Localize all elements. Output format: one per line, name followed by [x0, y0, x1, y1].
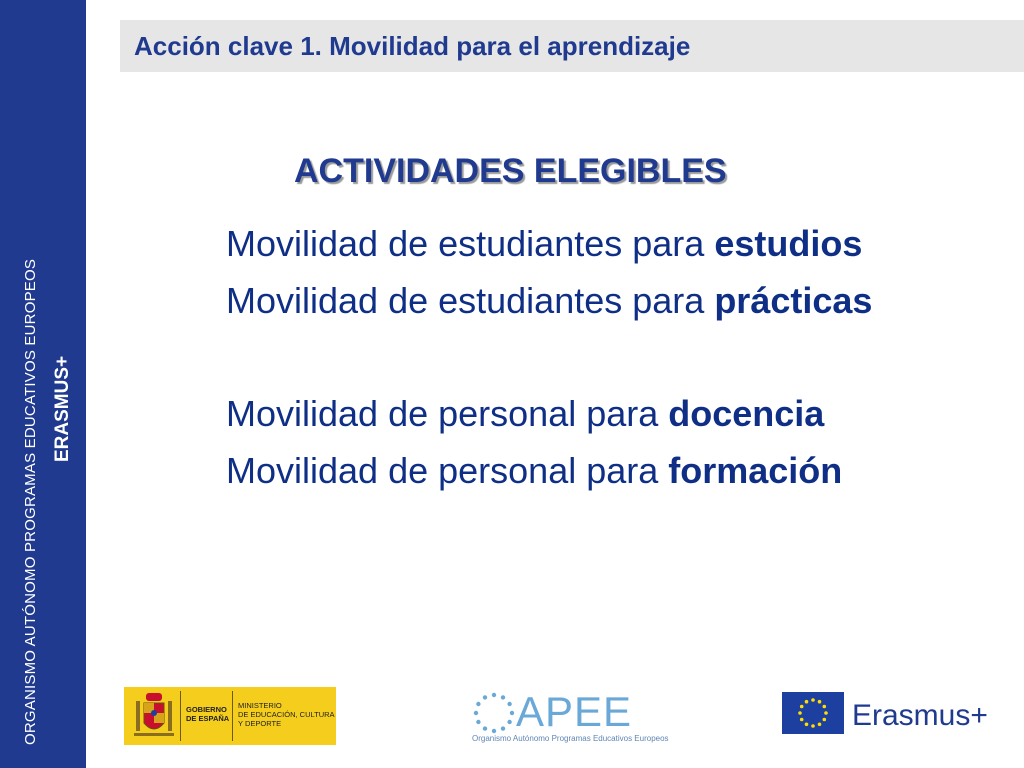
activity-item-keyword: estudios: [714, 223, 863, 264]
erasmus-wordmark: Erasmus+: [852, 699, 988, 732]
ministerio-line: DE EDUCACIÓN, CULTURA: [238, 710, 335, 719]
oapee-wordmark: APEE: [516, 688, 633, 735]
spain-coat-of-arms-icon: [132, 691, 176, 741]
eu-flag-icon: [782, 692, 844, 734]
sidebar-org-text: ORGANISMO AUTÓNOMO PROGRAMAS EDUCATIVOS EUROPEOS: [22, 258, 39, 745]
sidebar: [0, 0, 86, 768]
activity-item-text: Movilidad de personal para: [226, 393, 669, 434]
ministerio-text: [238, 701, 335, 728]
activity-item: [226, 393, 824, 435]
activity-item-text: Movilidad de personal para: [226, 450, 669, 491]
gobierno-line: GOBIERNO: [186, 705, 227, 714]
activity-item-keyword: formación: [668, 450, 843, 491]
oapee-logo: [470, 687, 669, 749]
gobierno-logo: [124, 687, 336, 745]
activity-item: [226, 450, 842, 492]
sidebar-program-text: ERASMUS+: [52, 355, 73, 462]
ministerio-line: Y DEPORTE: [238, 719, 282, 728]
activity-item-text: Movilidad de estudiantes para: [226, 280, 715, 321]
logo-divider: [180, 691, 181, 741]
page-title: Acción clave 1. Movilidad para el aprendizaje: [134, 31, 691, 61]
star-ring-icon: [472, 691, 516, 735]
section-heading: ACTIVIDADES ELEGIBLES: [294, 152, 727, 190]
title-bar: [120, 20, 1024, 72]
gobierno-line: DE ESPAÑA: [186, 714, 230, 723]
logo-divider: [232, 691, 233, 741]
gobierno-text: [186, 705, 229, 723]
activity-item: [226, 223, 862, 265]
activity-item-keyword: prácticas: [714, 280, 873, 321]
activity-item: [226, 280, 872, 322]
activity-item-text: Movilidad de estudiantes para: [226, 223, 715, 264]
activity-item-keyword: docencia: [668, 393, 825, 434]
ministerio-line: MINISTERIO: [238, 701, 282, 710]
oapee-subtitle: Organismo Autónomo Programas Educativos Europeos: [472, 734, 669, 743]
